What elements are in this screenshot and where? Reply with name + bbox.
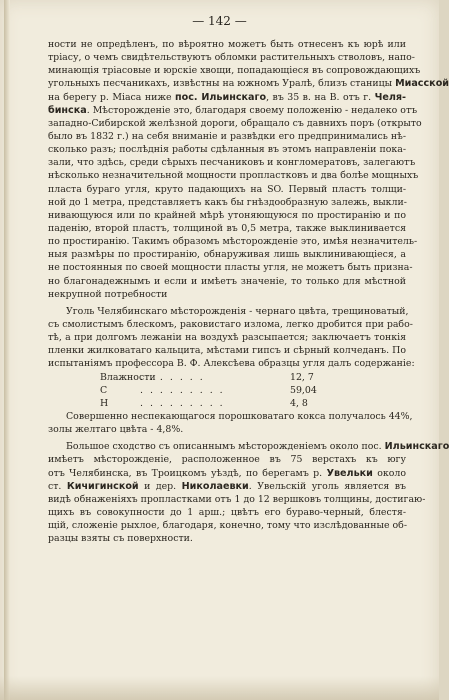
text-line: испытаніямъ профессора В. Ф. Алексѣева образцы угля далъ содержаніе: [48, 358, 415, 370]
text-line: нѣсколько незначительной мощности пропластковъ и два болѣе мощныхъ [48, 170, 419, 182]
place-name: Николаевки [181, 480, 249, 492]
text-line: съ смолистымъ блескомъ, раковистаго излома, легко дробится при рабо- [48, 318, 413, 330]
text-line: ст. Кичигинской и дер. Николаевки. Увельскій уголь является въ [48, 480, 406, 492]
place-name: Челя- [374, 91, 407, 103]
text-line: на берегу р. Міаса ниже пос. Ильинскаго, въ 35 в. на В. отъ г. Челя- [48, 91, 407, 103]
text-line: ныя размѣры по простиранію, обнаруживая лишь выклинивающіеся, а [48, 249, 406, 261]
text-line: не постоянныя по своей мощности пласты угля, не можетъ быть призна- [48, 262, 413, 274]
page-bottom-shadow [0, 676, 439, 700]
text-line: щихъ въ совокупности до 1 арш.; цвѣтъ его бураво-черный, блестя- [48, 506, 406, 518]
place-name: пос. Ильинскаго [174, 91, 267, 103]
text-line: отъ Челябинска, въ Троицкомъ уѣздѣ, по берегамъ р. Увельки около [48, 467, 407, 479]
place-name: бинска [48, 104, 87, 116]
place-name: Миасской [395, 78, 449, 90]
analysis-row: Влажности. . . . . . . 12, 7 [100, 371, 314, 383]
text-line: по простиранію. Такимъ образомъ мѣсторожденіе это, имѣя незначитель- [48, 236, 418, 248]
binding-edge [4, 0, 10, 700]
page-number: — 142 — [192, 14, 247, 28]
body-text [48, 38, 449, 545]
text-line: Уголь Челябинскаго мѣсторожденія - чернаго цвѣта, трещиноватый, [66, 305, 409, 317]
text-line: Совершенно неспекающагося порошковатаго кокса получалось 44%, [66, 410, 413, 422]
text-line: зали, что здѣсь, среди сѣрыхъ песчаниковъ и конгломератовъ, залегаютъ [48, 157, 416, 169]
text-line: ной до 1 метра, представляетъ какъ бы гнѣздообразную залежь, выкли- [48, 196, 407, 208]
place-name: Кичигинской [66, 480, 139, 492]
text-line: видѣ обнаженіяхъ пропластками отъ 1 до 12 вершковъ толщины, достигаю- [48, 493, 426, 505]
analysis-row: Н . . . . . . . . . 4, 8 [100, 397, 308, 409]
text-line: имѣетъ мѣсторожденіе, расположенное въ 75 верстахъ къ югу [48, 454, 406, 466]
place-name: Увельки [326, 467, 373, 479]
text-line: нивающуюся или по крайней мѣрѣ утоняющуюся по простиранію и по [48, 209, 406, 221]
text-line: пласта бураго угля, круто падающихъ на SO. Первый пластъ толщи- [48, 183, 406, 195]
text-line: некрупной потребности [48, 288, 168, 300]
text-line: минающія тріасовые и юрскіе хвощи, попадающіеся въ сопровождающихъ [48, 65, 421, 77]
text-line: ности не опредѣленъ, по вѣроятно можетъ быть отнесенъ къ юрѣ или [48, 39, 406, 50]
text-line: Большое сходство съ описаннымъ мѣсторожденіемъ около пос. Ильинскаго [66, 441, 449, 453]
text-line: золы желтаго цвѣта - 4,8%. [48, 424, 184, 436]
text-line: было въ 1832 г.) на себя вниманіе и развѣдки его предпринимались нѣ- [48, 130, 406, 142]
text-line: тріасу, о чемъ свидѣтельствуютъ обломки растительныхъ стволовъ, напо- [48, 52, 415, 64]
text-line: но благонадежнымъ и если и имѣетъ значеніе, то только для мѣстной [48, 275, 406, 287]
text-line: сколько разъ; послѣднія работы сдѣланныя въ этомъ направленіи пока- [48, 144, 406, 156]
text-line: западно-Сибирской желѣзной дороги, обращало съ давнихъ поръ (открыто [48, 117, 422, 129]
text-line: щій, сложеніе рыхлое, благодаря, конечно, тому что изслѣдованные об- [48, 520, 407, 532]
analysis-row: С . . . . . . . . . 59,04 [100, 384, 317, 396]
text-line: пленки жилковатаго кальцита, мѣстами гипсъ и сѣрный колчеданъ. По [48, 345, 406, 357]
text-line: разцы взяты съ поверхности. [48, 533, 193, 545]
text-line: тѣ, а при долгомъ лежаніи на воздухѣ разсыпается; заключаетъ тонкія [48, 332, 406, 344]
text-line: угольныхъ песчаникахъ, извѣстны на южномъ Уралѣ, близъ станицы Миасской [48, 78, 449, 90]
text-line: бинска. Мѣсторожденіе это, благодаря своему положенію - недалеко отъ [48, 104, 418, 116]
text-line: паденію, второй пластъ, толщиной въ 0,5 метра, также выклинивается [48, 222, 406, 234]
place-name: Ильинскаго [384, 441, 449, 453]
